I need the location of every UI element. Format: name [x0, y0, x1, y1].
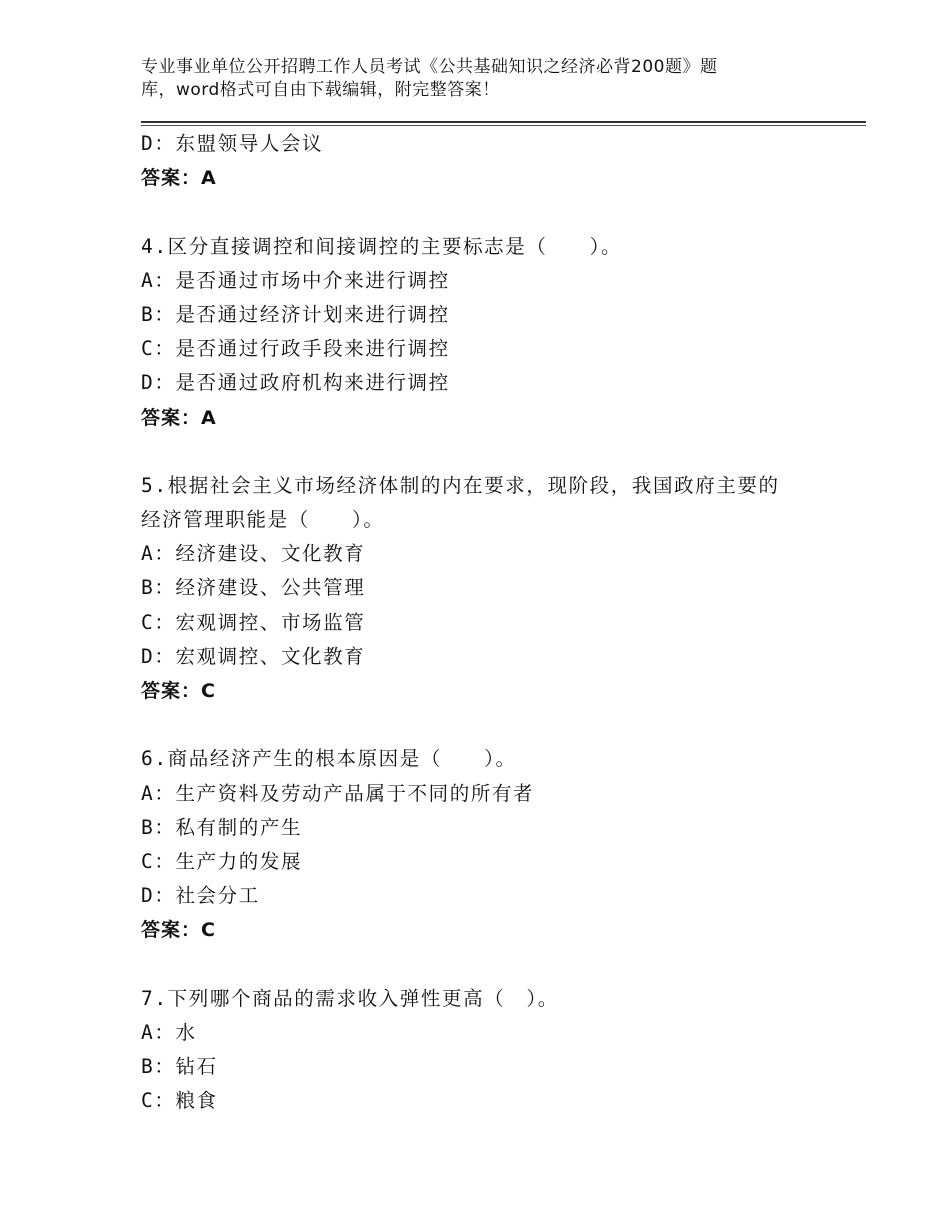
- option-c: C：宏观调控、市场监管: [141, 610, 366, 634]
- option-c: C：粮食: [141, 1089, 218, 1113]
- header-title-line-1: 专业事业单位公开招聘工作人员考试《公共基础知识之经济必背200题》题: [141, 57, 718, 77]
- question-stem: 5.根据社会主义市场经济体制的内在要求，现阶段，我国政府主要的: [141, 473, 780, 497]
- option-d: D：社会分工: [141, 884, 260, 908]
- question-7: [141, 982, 866, 1119]
- spacer: [141, 195, 866, 229]
- option-a: A：生产资料及劳动产品属于不同的所有者: [141, 781, 535, 805]
- option-d: D：是否通过政府机构来进行调控: [141, 371, 450, 395]
- spacer: [141, 708, 866, 742]
- question-stem: 7.下列哪个商品的需求收入弹性更高（ ）。: [141, 986, 559, 1010]
- question-answer: 答案：C: [141, 680, 216, 702]
- option-b: B：经济建设、公共管理: [141, 576, 366, 600]
- question-answer: 答案：C: [141, 919, 216, 942]
- option-a: A：是否通过市场中介来进行调控: [141, 268, 450, 292]
- q3-answer: 答案：A: [141, 167, 217, 190]
- question-5: [141, 469, 866, 708]
- option-b: B：是否通过经济计划来进行调控: [141, 302, 450, 326]
- document-body: [141, 127, 866, 1118]
- header-rule-thick: [141, 121, 866, 123]
- question-stem-continued: 经济管理职能是（ ）。: [141, 508, 385, 532]
- spacer: [141, 435, 866, 469]
- spacer: [141, 948, 866, 982]
- question-stem: 4.区分直接调控和间接调控的主要标志是（ ）。: [141, 234, 623, 258]
- header-title-line-2: 库，word格式可自由下载编辑，附完整答案！: [141, 80, 500, 100]
- header-rule-thin: [141, 125, 866, 126]
- option-c: C：生产力的发展: [141, 849, 303, 873]
- question-6: [141, 742, 866, 947]
- q3-option-d: D：东盟领导人会议: [141, 132, 324, 155]
- option-b: B：钻石: [141, 1055, 218, 1079]
- question-4: [141, 230, 866, 435]
- option-b: B：私有制的产生: [141, 815, 303, 839]
- option-a: A：水: [141, 1020, 197, 1044]
- option-c: C：是否通过行政手段来进行调控: [141, 337, 450, 361]
- question-stem: 6.商品经济产生的根本原因是（ ）。: [141, 747, 517, 771]
- option-d: D：宏观调控、文化教育: [141, 644, 366, 668]
- option-a: A：经济建设、文化教育: [141, 542, 366, 566]
- document-header: [141, 56, 841, 102]
- question-answer: 答案：A: [141, 406, 217, 429]
